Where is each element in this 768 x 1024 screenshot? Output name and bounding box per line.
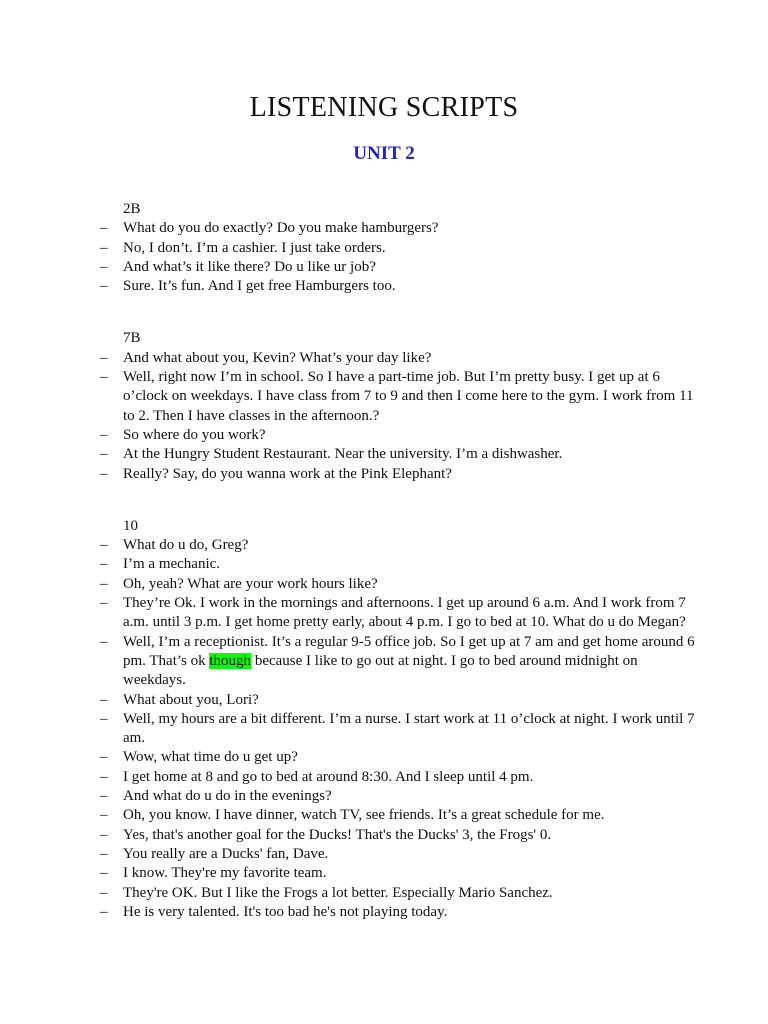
dash-bullet: – — [100, 426, 108, 443]
dialogue-line — [100, 633, 700, 691]
dialogue-line — [100, 903, 700, 922]
dash-bullet: – — [100, 884, 108, 901]
dash-bullet: – — [100, 278, 108, 295]
dialogue-line — [100, 710, 700, 749]
line-text: He is very talented. It's too bad he's not playing today. — [123, 903, 448, 920]
line-text: Really? Say, do you wanna work at the Pink Elephant? — [123, 465, 452, 482]
dialogue-list — [100, 349, 700, 484]
dialogue-line — [100, 368, 700, 426]
dash-bullet: – — [100, 768, 108, 785]
line-text: They're OK. But I like the Frogs a lot better. Especially Mario Sanchez. — [123, 884, 553, 901]
dialogue-line — [100, 691, 700, 710]
line-text: Well, right now I’m in school. So I have a part-time job. But I’m pretty busy. I get up at 6 o’clock on weekdays. I have class from 7 to 9 and then I come here to the gym. I work from 11 to 2. Then I have classes in the afternoon.? — [123, 369, 694, 424]
dash-bullet: – — [100, 691, 108, 708]
dialogue-line — [100, 575, 700, 594]
dialogue-line — [100, 349, 700, 368]
line-text: I’m a mechanic. — [123, 556, 221, 573]
section-label: 7B — [123, 330, 141, 347]
dash-bullet: – — [100, 220, 108, 237]
dialogue-line — [100, 258, 700, 277]
dialogue-line — [100, 806, 700, 825]
dash-bullet: – — [100, 807, 108, 824]
dialogue-line — [100, 594, 700, 633]
line-text: Oh, yeah? What are your work hours like? — [123, 575, 378, 592]
dash-bullet: – — [100, 239, 108, 256]
line-text: Oh, you know. I have dinner, watch TV, see friends. It’s a great schedule for me. — [123, 807, 605, 824]
line-text: I get home at 8 and go to bed at around 8:30. And I sleep until 4 pm. — [123, 768, 534, 785]
dialogue-line — [100, 219, 700, 238]
highlighted-word: though — [209, 652, 252, 669]
line-text: And what do u do in the evenings? — [123, 788, 332, 805]
dialogue-line — [100, 787, 700, 806]
dialogue-line — [100, 445, 700, 464]
scripts-content — [100, 200, 700, 922]
dialogue-line — [100, 748, 700, 767]
page-title: LISTENING SCRIPTS — [249, 92, 519, 123]
line-text: What do u do, Greg? — [123, 537, 249, 554]
dash-bullet: – — [100, 369, 108, 386]
line-text: So where do you work? — [123, 426, 266, 443]
line-text: What do you do exactly? Do you make hamburgers? — [123, 220, 439, 237]
dash-bullet: – — [100, 595, 108, 612]
dialogue-line — [100, 426, 700, 445]
dialogue-line — [100, 884, 700, 903]
dialogue-line — [100, 845, 700, 864]
dialogue-line — [100, 864, 700, 883]
line-text: Yes, that's another goal for the Ducks! That's the Ducks' 3, the Frogs' 0. — [123, 826, 552, 843]
line-text: They’re Ok. I work in the mornings and afternoons. I get up around 6 a.m. And I work from 7 a.m. until 3 p.m. I get home pretty early, about 4 p.m. I go to bed at 10. What do u do Megan? — [123, 595, 686, 631]
dash-bullet: – — [100, 575, 108, 592]
dash-bullet: – — [100, 710, 108, 727]
dash-bullet: – — [100, 258, 108, 275]
line-text: No, I don’t. I’m a cashier. I just take orders. — [123, 239, 386, 256]
dialogue-line — [100, 536, 700, 555]
dialogue-line — [100, 555, 700, 574]
dialogue-line — [100, 465, 700, 484]
dash-bullet: – — [100, 865, 108, 882]
line-text-continued: because I like to go out at night. I go to bed around midnight on weekdays. — [123, 652, 638, 689]
line-text: And what’s it like there? Do u like ur job? — [123, 258, 376, 275]
section-label: 10 — [123, 517, 138, 534]
dialogue-list — [100, 536, 700, 922]
line-text: And what about you, Kevin? What’s your day like? — [123, 349, 432, 366]
dash-bullet: – — [100, 446, 108, 463]
line-text: At the Hungry Student Restaurant. Near the university. I’m a dishwasher. — [123, 446, 563, 463]
line-text: Well, I’m a receptionist. It’s a regular 9-5 office job. So I get up at 7 am and get home around 6 pm. That’s ok — [123, 633, 695, 669]
dash-bullet: – — [100, 749, 108, 766]
section-10 — [100, 517, 700, 922]
line-text: Well, my hours are a bit different. I’m a nurse. I start work at 11 o’clock at night. I work until 7 am. — [123, 710, 695, 747]
dialogue-list — [100, 219, 700, 296]
dialogue-line — [100, 768, 700, 787]
dash-bullet: – — [100, 537, 108, 554]
dialogue-line — [100, 277, 700, 296]
section-label: 2B — [123, 201, 141, 217]
dash-bullet: – — [100, 349, 108, 366]
dialogue-line — [100, 826, 700, 845]
line-text: Wow, what time do u get up? — [123, 749, 298, 766]
line-text: Sure. It’s fun. And I get free Hamburgers too. — [123, 278, 396, 295]
dash-bullet: – — [100, 465, 108, 482]
dash-bullet: – — [100, 826, 108, 843]
dialogue-line — [100, 239, 700, 258]
line-text: You really are a Ducks' fan, Dave. — [123, 845, 329, 862]
dash-bullet: – — [100, 903, 108, 920]
dash-bullet: – — [100, 556, 108, 573]
section-7b — [100, 329, 700, 483]
section-2b — [100, 200, 700, 296]
dash-bullet: – — [100, 788, 108, 805]
unit-heading: UNIT 2 — [353, 143, 415, 164]
dash-bullet: – — [100, 633, 108, 650]
line-text: What about you, Lori? — [123, 691, 259, 708]
line-text: I know. They're my favorite team. — [123, 865, 327, 882]
dash-bullet: – — [100, 845, 108, 862]
